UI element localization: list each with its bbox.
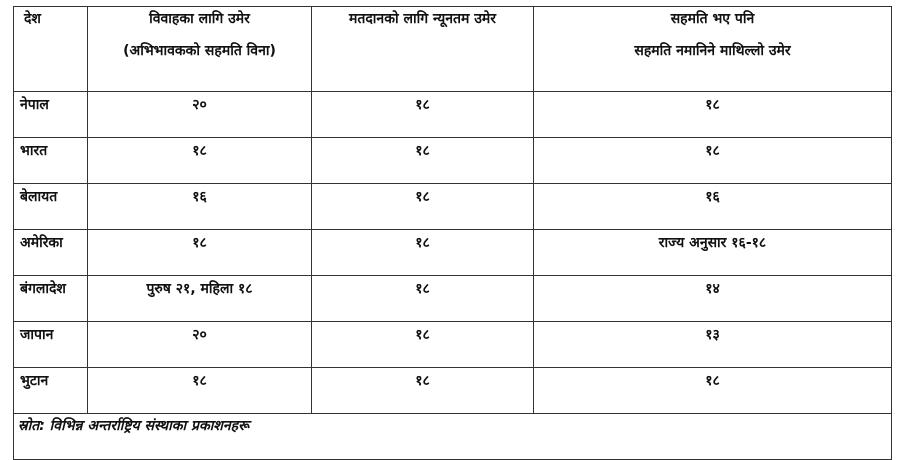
marriage-age-cell: पुरुष २१, महिला १८ bbox=[88, 276, 312, 322]
marriage-age-cell: २० bbox=[88, 92, 312, 138]
consent-age-cell: राज्य अनुसार १६-१८ bbox=[534, 230, 892, 276]
header-country-label: देश bbox=[24, 11, 41, 27]
voting-age-cell: १८ bbox=[312, 368, 534, 414]
table-row-india bbox=[14, 138, 892, 184]
header-country bbox=[14, 7, 88, 92]
consent-age-cell: १८ bbox=[534, 92, 892, 138]
country-cell: अमेरिका bbox=[14, 230, 88, 276]
header-marriage-age bbox=[88, 7, 312, 92]
source-row bbox=[14, 414, 892, 460]
marriage-age-cell: १६ bbox=[88, 184, 312, 230]
marriage-age-cell: १८ bbox=[88, 230, 312, 276]
header-voting-age bbox=[312, 7, 534, 92]
table-row-bangladesh bbox=[14, 276, 892, 322]
marriage-age-cell: १८ bbox=[88, 368, 312, 414]
marriage-age-cell: १८ bbox=[88, 138, 312, 184]
table-row-bhutan bbox=[14, 368, 892, 414]
voting-age-cell: १८ bbox=[312, 184, 534, 230]
age-comparison-table bbox=[13, 6, 892, 460]
consent-age-cell: १४ bbox=[534, 276, 892, 322]
consent-age-cell: १६ bbox=[534, 184, 892, 230]
voting-age-cell: १८ bbox=[312, 138, 534, 184]
consent-age-cell: १३ bbox=[534, 322, 892, 368]
source-note: स्रोत: विभिन्न अन्तर्राष्ट्रिय संस्थाका प्रकाशनहरू bbox=[14, 414, 892, 460]
voting-age-cell: १८ bbox=[312, 230, 534, 276]
country-cell: जापान bbox=[14, 322, 88, 368]
header-marriage-line2: (अभिभावकको सहमति विना) bbox=[123, 43, 276, 59]
header-consent-age bbox=[534, 7, 892, 92]
marriage-age-cell: २० bbox=[88, 322, 312, 368]
country-cell: भारत bbox=[14, 138, 88, 184]
country-cell: बेलायत bbox=[14, 184, 88, 230]
country-cell: बंगलादेश bbox=[14, 276, 88, 322]
header-consent-line2: सहमति नमानिने माथिल्लो उमेर bbox=[634, 43, 791, 59]
table-row-uk bbox=[14, 184, 892, 230]
consent-age-cell: १८ bbox=[534, 368, 892, 414]
header-consent-line1: सहमति भए पनि bbox=[670, 11, 755, 27]
header-voting-label: मतदानको लागि न्यूनतम उमेर bbox=[349, 11, 496, 27]
table-row-japan bbox=[14, 322, 892, 368]
country-cell: भुटान bbox=[14, 368, 88, 414]
table-row-nepal bbox=[14, 92, 892, 138]
voting-age-cell: १८ bbox=[312, 322, 534, 368]
header-row bbox=[14, 7, 892, 92]
country-cell: नेपाल bbox=[14, 92, 88, 138]
header-marriage-line1: विवाहका लागि उमेर bbox=[149, 11, 250, 27]
voting-age-cell: १८ bbox=[312, 92, 534, 138]
table-row-usa bbox=[14, 230, 892, 276]
voting-age-cell: १८ bbox=[312, 276, 534, 322]
consent-age-cell: १८ bbox=[534, 138, 892, 184]
